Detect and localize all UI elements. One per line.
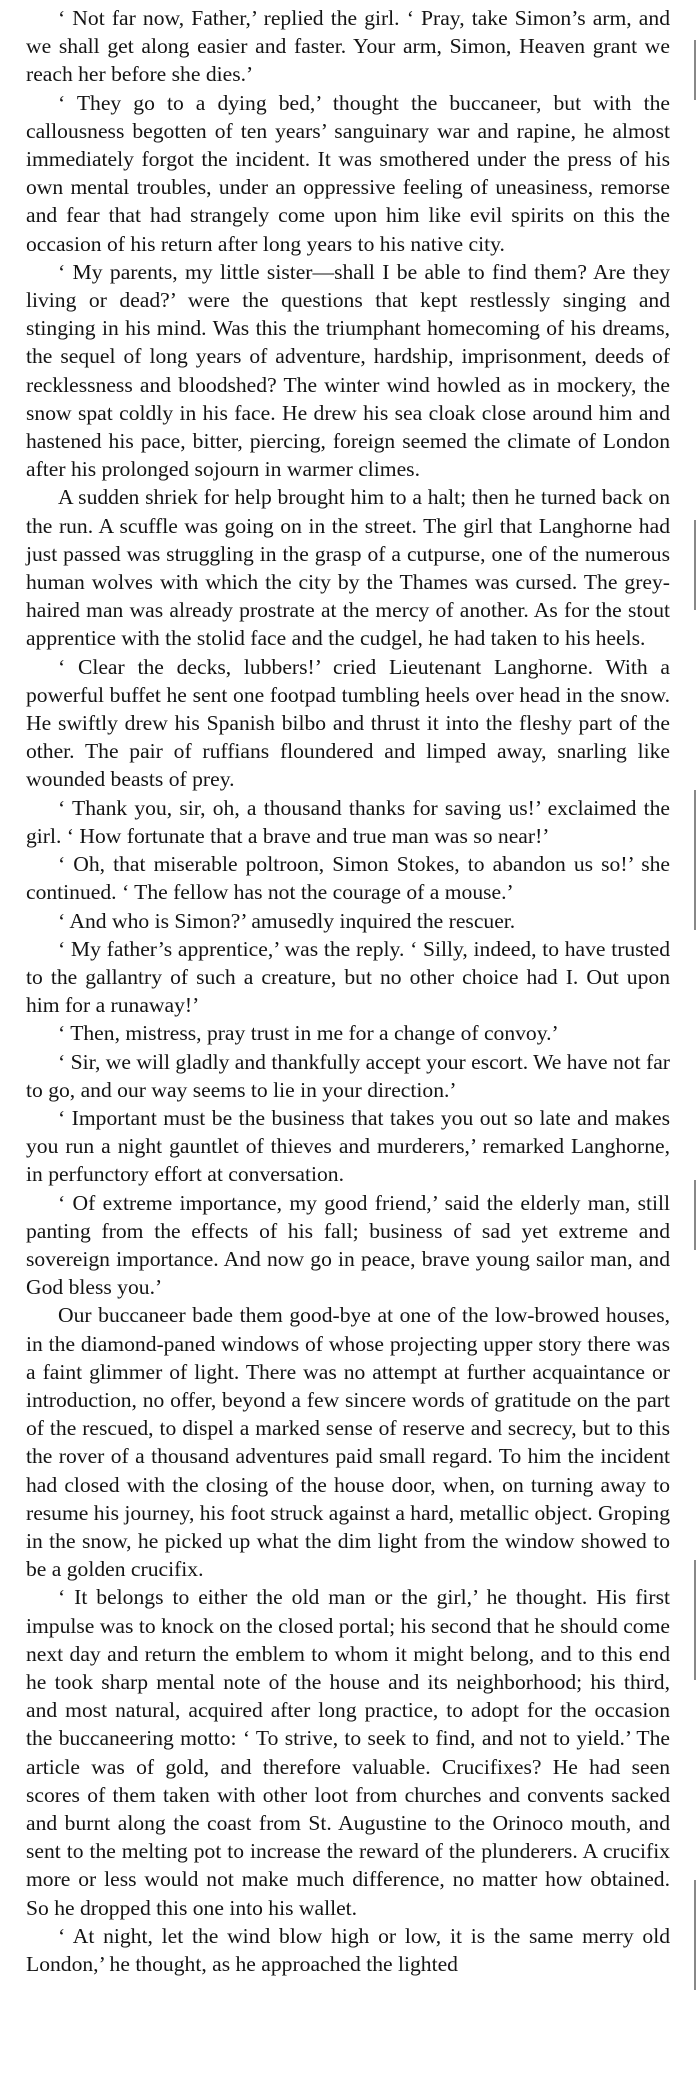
paragraph: A sudden shriek for help brought him to a halt; then he turned back on the run. A scuffle was going on in the street. The girl that Langhorne had just passed was struggling in the grasp of a cutpurse, one of the numerous human wolves with which the city by the Thames was cursed. The grey-haired man was already prostrate at the mercy of another. As for the stout apprentice with the stolid face and the cudgel, he had taken to his heels. bbox=[26, 485, 670, 651]
paragraph: ‘ Clear the decks, lubbers!’ cried Lieutenant Langhorne. With a powerful buffet he sent one footpad tumbling heels over head in the snow. He swiftly drew his Spanish bilbo and thrust it into the fleshy part of the other. The pair of ruffians floundered and limped away, snarling like wounded beasts of prey. bbox=[26, 654, 670, 792]
paragraph: Our buccaneer bade them good-bye at one of the low-browed houses, in the diamond-paned windows of whose projecting upper story there was a faint glimmer of light. There was no attempt at further acquaintance or introduction, no offer, beyond a few sincere words of gratitude on the part of the rescued, to dispel a marked sense of reserve and secrecy, but to this the rover of a thousand adventures paid small regard. To him the incident had closed with the closing of the house door, when, on turning away to resume his journey, his foot struck against a hard, metallic object. Groping in the snow, he picked up what the dim light from the window showed to be a golden crucifix. bbox=[26, 1303, 670, 1582]
paragraph: ‘ They go to a dying bed,’ thought the buccaneer, but with the callousness begotten of ten years’ sanguinary war and rapine, he almost immediately forgot the incident. It was smothered under the press of his own mental troubles, under an oppressive feeling of uneasiness, remorse and fear that had strangely come upon him like evil spirits on this the occasion of his return after long years to his native city. bbox=[26, 90, 670, 256]
paragraph: ‘ Of extreme importance, my good friend,’ said the elderly man, still panting from the effects of his fall; business of sad yet extreme and sovereign importance. And now go in peace, brave young sailor man, and God bless you.’ bbox=[26, 1190, 670, 1300]
book-page bbox=[26, 4, 670, 2094]
paragraph: ‘ At night, let the wind blow high or low, it is the same merry old London,’ he thought, as he approached the lighted bbox=[26, 1923, 670, 1977]
paragraph: ‘ Important must be the business that takes you out so late and makes you run a night gauntlet of thieves and murderers,’ remarked Langhorne, in perfunctory effort at conversation. bbox=[26, 1105, 670, 1187]
scan-edge-marks bbox=[678, 0, 696, 2099]
paragraph: ‘ Then, mistress, pray trust in me for a change of convoy.’ bbox=[58, 1021, 559, 1046]
paragraph: ‘ My parents, my little sister—shall I be able to find them? Are they living or dead?’ were the questions that kept restlessly singing and stinging in his mind. Was this the triumphant homecoming of his dreams, the sequel of long years of adventure, hardship, imprisonment, deeds of recklessness and bloodshed? The winter wind howled as in mockery, the snow spat coldly in his face. He drew his sea cloak close around him and hastened his pace, bitter, piercing, foreign seemed the climate of London after his prolonged sojourn in warmer climes. bbox=[26, 259, 670, 482]
paragraph: ‘ And who is Simon?’ amusedly inquired the rescuer. bbox=[58, 908, 516, 933]
paragraph: ‘ It belongs to either the old man or the girl,’ he thought. His first impulse was to knock on the closed portal; his second that he should come next day and return the emblem to whom it might belong, and to this end he took sharp mental note of the house and its neighborhood; his third, and most natural, acquired after long practice, to adopt for the occasion the buccaneering motto: ‘ To strive, to seek to find, and not to yield.’ The article was of gold, and therefore valuable. Crucifixes? He had seen scores of them taken with other loot from churches and convents sacked and burnt along the coast from St. Augustine to the Orinoco mouth, and sent to the melting pot to increase the reward of the plunderers. A crucifix more or less would not make much difference, no matter how obtained. So he dropped this one into his wallet. bbox=[26, 1585, 670, 1920]
paragraph: ‘ My father’s apprentice,’ was the reply. ‘ Silly, indeed, to have trusted to the gallantry of such a creature, but no other choice had I. Out upon him for a runaway!’ bbox=[26, 936, 670, 1018]
paragraph: ‘ Sir, we will gladly and thankfully accept your escort. We have not far to go, and our way seems to lie in your direction.’ bbox=[26, 1049, 670, 1102]
paragraph: ‘ Oh, that miserable poltroon, Simon Stokes, to abandon us so!’ she continued. ‘ The fellow has not the courage of a mouse.’ bbox=[26, 852, 670, 905]
paragraph: ‘ Not far now, Father,’ replied the girl. ‘ Pray, take Simon’s arm, and we shall get along easier and faster. Your arm, Simon, Heaven grant we reach her before she dies.’ bbox=[26, 6, 670, 87]
paragraph: ‘ Thank you, sir, oh, a thousand thanks for saving us!’ exclaimed the girl. ‘ How fortunate that a brave and true man was so near!’ bbox=[26, 795, 670, 848]
